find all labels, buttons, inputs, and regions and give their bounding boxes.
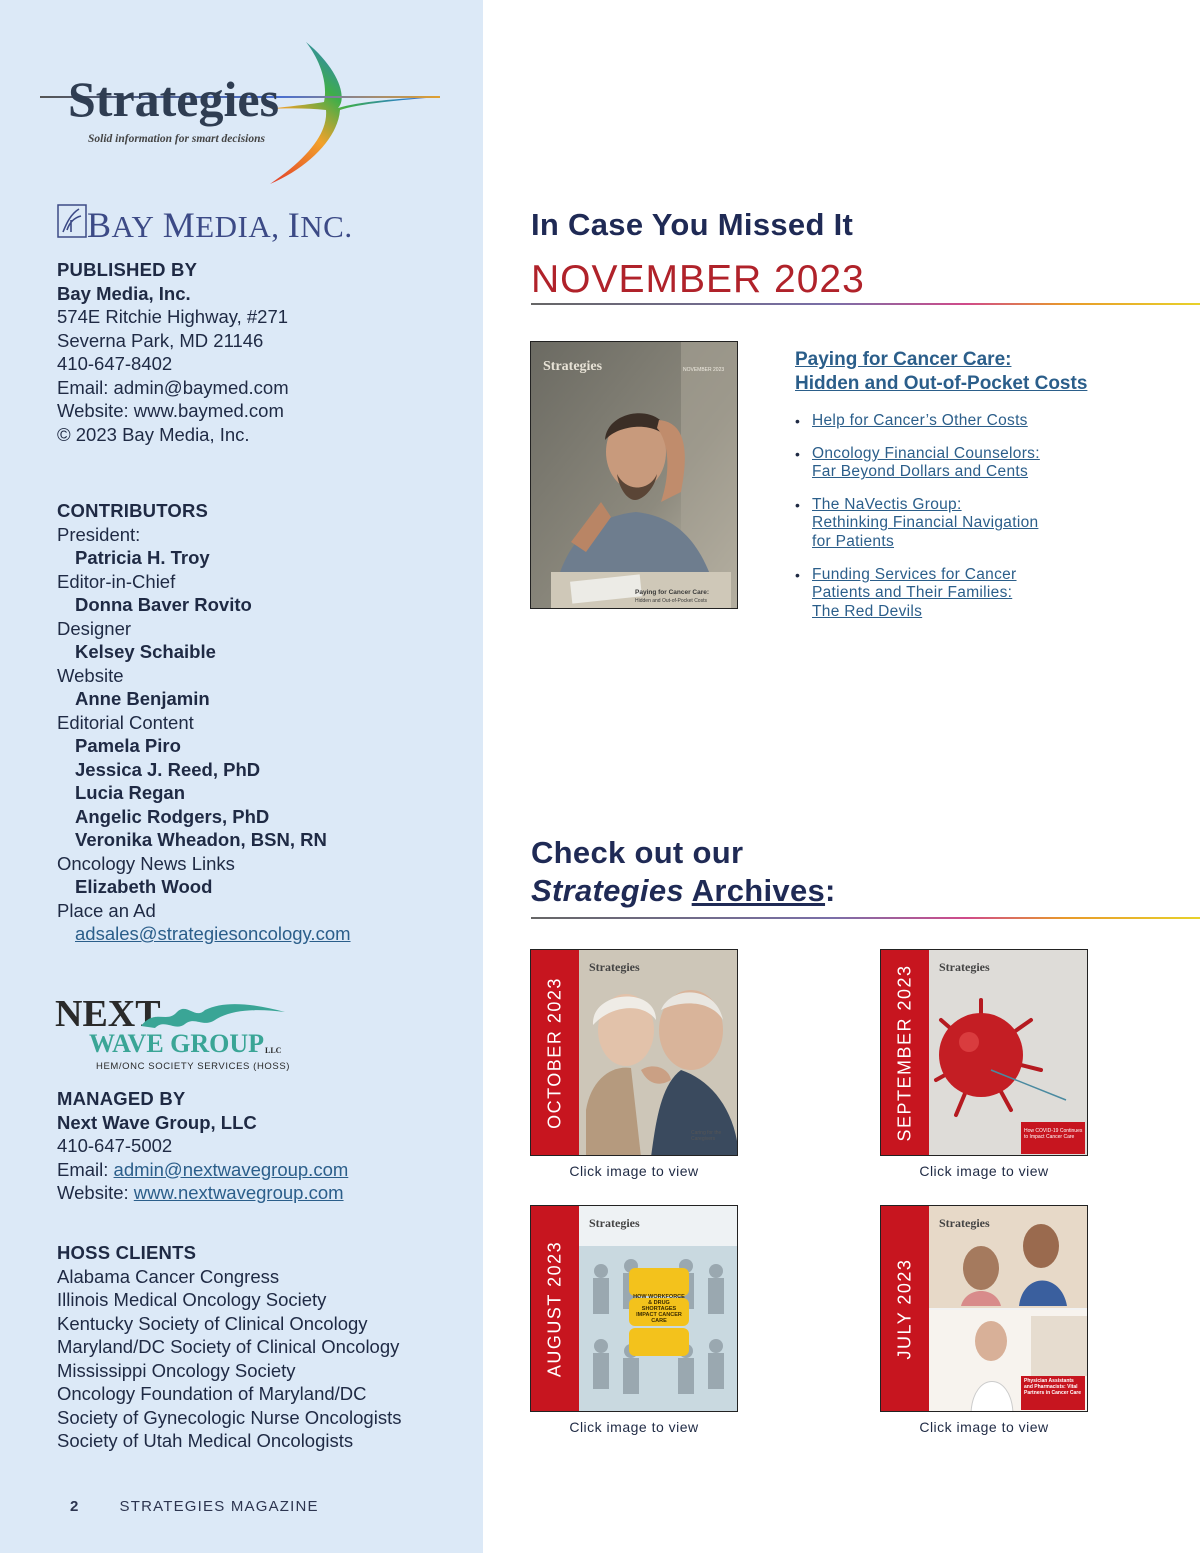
hoss-client: Maryland/DC Society of Clinical Oncology [57,1336,400,1357]
hoss-clients-block [57,1241,401,1453]
article-link-financial-counselors[interactable]: Oncology Financial Counselors: Far Beyond Dollars and Cents [812,444,1040,481]
list-item [795,412,1125,431]
cover-spine: OCTOBER 2023 [531,950,579,1155]
cover-logo: Strategies [939,960,990,974]
svg-text:Solid information for smart de: Solid information for smart decisions [88,133,266,145]
publisher-name: Bay Media, Inc. [57,282,191,304]
cover-spine: JULY 2023 [881,1206,929,1411]
manager-block [57,1087,348,1205]
adsales-email-link[interactable]: adsales@strategiesoncology.com [75,923,351,944]
october-cover-image[interactable] [530,949,738,1156]
svg-text:WAVE GROUP: WAVE GROUP [89,1029,265,1058]
section-divider [531,303,1200,305]
contributor-name: Elizabeth Wood [75,876,213,897]
archives-divider [531,917,1200,919]
hoss-client: Illinois Medical Oncology Society [57,1289,327,1310]
page-number: 2 [70,1498,80,1515]
contributor-name: Angelic Rodgers, PhD [75,805,270,827]
contributor-name: Donna Baver Rovito [75,594,252,615]
next-wave-group-logo [55,990,295,1074]
contributor-name: Pamela Piro [75,735,181,756]
archive-july-2023[interactable] [880,1205,1088,1435]
july-cover-image[interactable] [880,1205,1088,1412]
hoss-heading: HOSS CLIENTS [57,1242,197,1263]
publisher-line: Severna Park, MD 21146 [57,329,264,351]
cover-spine: SEPTEMBER 2023 [881,950,929,1155]
role-label: Editor-in-Chief [57,570,176,592]
contributor-name: Patricia H. Troy [75,547,210,568]
hoss-client: Mississippi Oncology Society [57,1359,296,1381]
cover-logo: Strategies [939,1216,990,1230]
cover-logo: Strategies [589,1216,640,1230]
role-label: Editorial Content [57,711,194,733]
archive-october-2023[interactable] [530,949,738,1179]
email-label: Email: [57,1158,114,1180]
publisher-block [57,258,289,446]
magazine-name: STRATEGIES MAGAZINE [119,1498,319,1515]
svg-text:HEM/ONC SOCIETY SERVICES (HOSS: HEM/ONC SOCIETY SERVICES (HOSS) [96,1061,291,1072]
cover-text: Physician Assistants and Pharmacists: Vital Partners in Cancer Care [1024,1378,1081,1396]
cover-logo: Strategies [589,960,640,974]
august-cover-image[interactable] [530,1205,738,1412]
manager-heading: MANAGED BY [57,1088,186,1109]
strategies-logo [38,38,442,188]
contributors-heading: CONTRIBUTORS [57,500,209,521]
manager-name: Next Wave Group, LLC [57,1111,257,1133]
page-footer [70,1498,319,1515]
bay-media-logo: BAY MEDIA, INC. [57,202,357,244]
svg-text:LLC: LLC [265,1046,282,1055]
archive-september-2023[interactable] [880,949,1088,1179]
contributor-name: Veronika Wheadon, BSN, RN [75,829,327,850]
role-label: President: [57,523,141,545]
sidebar [0,0,483,1553]
hoss-client: Society of Utah Medical Oncologists [57,1430,354,1451]
september-cover-image[interactable] [880,949,1088,1156]
svg-text:NOVEMBER 2023: NOVEMBER 2023 [683,367,725,373]
role-label: Oncology News Links [57,852,235,874]
list-item [795,496,1125,552]
svg-text:Strategies: Strategies [68,71,280,127]
archive-caption: Click image to view [569,1163,699,1179]
archive-caption: Click image to view [569,1419,699,1435]
list-item [795,445,1125,482]
cover-text: Caring for the Caregivers [691,1130,722,1142]
role-label: Website [57,664,124,686]
manager-phone: 410-647-5002 [57,1135,173,1156]
svg-text:Strategies: Strategies [543,359,603,374]
publisher-line: Email: admin@baymed.com [57,376,289,398]
publisher-line: © 2023 Bay Media, Inc. [57,423,250,445]
manager-website-link[interactable]: www.nextwavegroup.com [133,1182,344,1203]
publisher-line: Website: www.baymed.com [57,400,284,421]
cover-spine: AUGUST 2023 [531,1206,579,1411]
archive-caption: Click image to view [919,1419,1049,1435]
article-link-red-devils[interactable]: Funding Services for Cancer Patients and Their Families: The Red Devils [812,565,1017,620]
publisher-line: 574E Ritchie Highway, #271 [57,306,289,327]
svg-text:Hidden and Out-of-Pocket Costs: Hidden and Out-of-Pocket Costs [635,598,707,604]
archive-caption: Click image to view [919,1163,1049,1179]
contributor-name: Lucia Regan [75,782,185,803]
archives-heading: Check out our Strategies Archives: [531,835,836,908]
publisher-heading: PUBLISHED BY [57,259,198,280]
hoss-client: Oncology Foundation of Maryland/DC [57,1383,367,1404]
publisher-line: 410-647-8402 [57,353,173,374]
contributor-name: Kelsey Schaible [75,641,216,662]
article-list [795,412,1125,635]
november-cover-image[interactable] [530,341,738,609]
role-label: Designer [57,617,132,639]
svg-text:Paying for Cancer Care:: Paying for Cancer Care: [635,589,710,596]
feature-title-link[interactable]: Paying for Cancer Care: Hidden and Out-of-Pocket Costs [795,349,1088,394]
article-link-other-costs[interactable]: Help for Cancer’s Other Costs [812,412,1028,429]
missed-month: NOVEMBER 2023 [531,258,865,301]
contributors-block [57,499,351,946]
cover-text: HOW WORKFORCE & DRUG SHORTAGES IMPACT CANCER CARE [633,1294,685,1324]
svg-text:NEXT: NEXT [55,993,161,1035]
bay-media-emblem-icon [57,204,87,238]
archives-link[interactable]: Archives [691,873,826,908]
hoss-client: Alabama Cancer Congress [57,1265,280,1287]
archive-august-2023[interactable] [530,1205,738,1435]
manager-email-link[interactable]: admin@nextwavegroup.com [113,1158,349,1180]
hoss-client: Kentucky Society of Clinical Oncology [57,1312,368,1334]
list-item [795,566,1125,622]
contributor-name: Jessica J. Reed, PhD [75,758,261,780]
contributor-name: Anne Benjamin [75,688,210,709]
article-link-navectis[interactable]: The NaVectis Group: Rethinking Financial Navigation for Patients [812,495,1039,550]
hoss-client: Society of Gynecologic Nurse Oncologists [57,1406,402,1428]
role-label: Place an Ad [57,899,156,921]
cover-text: How COVID-19 Continues to Impact Cancer Care [1024,1128,1083,1140]
missed-heading: In Case You Missed It [531,207,854,242]
website-label: Website: [57,1182,134,1203]
